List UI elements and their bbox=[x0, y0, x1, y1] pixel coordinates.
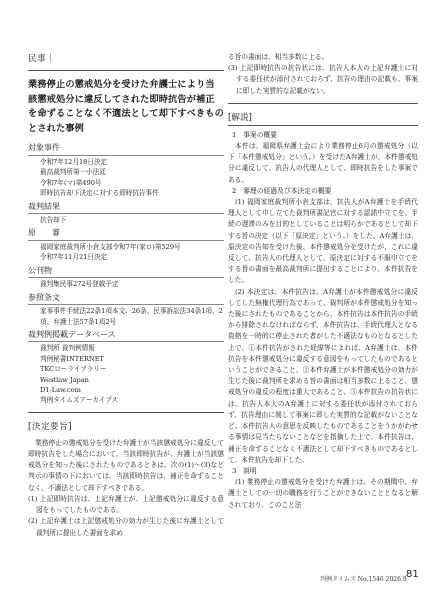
summary-paragraph: 業務停止の懲戒処分を受けた弁護士が当該懲戒処分に違反して即時抗告をした場合において、当該即時抗告が、弁護士が当該懲戒処分を知った後にされたものであるときは、次の(1)～(3)など判示の事情の下においては、当該即時抗告は、補正を命ずることなく、不適法として却下すべきである。 bbox=[28, 438, 224, 492]
meta-value: 判例タイムズアーカイブス bbox=[40, 396, 119, 405]
page-number: 81 bbox=[406, 569, 419, 580]
meta-value: 令和7年(マ)第490号 bbox=[40, 178, 102, 187]
section-label: 民事｜ bbox=[28, 54, 56, 64]
meta-group bbox=[28, 265, 224, 290]
meta-label: 公刊物 bbox=[28, 265, 224, 279]
meta-value: D1-Law.com bbox=[40, 386, 81, 395]
commentary-paragraph: (1) 福岡家庭裁判所小倉支部は、抗告人がA弁護士を手続代理人として申し立てた裁判所書記官に対する認諾中立てを、手続の遅滞のみを目的としていることは明らかであるとして却下する旨の決定（以下「原決定」という。）をした。A弁護士は、原決定の告知を受けた後、本件懲戒処分を受けたが、これに違反して、抗告人の代理人として、原決定に対する不服申立てをする旨の書面を最高裁判所に提出することにより、本件抗告をした。 bbox=[228, 198, 418, 285]
meta-label: 原 審 bbox=[28, 227, 224, 241]
commentary-paragraph: (1) 業務停止の懲戒処分を受けた弁護士は、その期間中、弁護士としての一切の職務を行うことができないこととなると解されており、このこと法 bbox=[228, 478, 418, 509]
subheading: 2 審理の経過及び本決定の概要 bbox=[232, 186, 332, 195]
subheading: 1 事案の概要 bbox=[232, 130, 278, 139]
meta-value: 最高裁判所第一小法廷 bbox=[40, 168, 106, 177]
commentary-paragraph: (2) 本決定は、本件抗告は、A弁護士が本件懲戒処分に違反してした無権代理行為であって、裁判所が本件懲戒処分を知った後にされたものであることから、本件抗告は本件抗告の手続から排除されなければならず、本件抗告は、手続代理人となる資格を一時的に停止された者がした不適法なものとなるとした上で、①本件抗告がされた経緯等によれば、A弁護士は、本件抗告を本件懲戒処分に違反する意図をもってしたものであるということができること、②本件弁護士が本件懲戒処分の効力が生じた後に裁判所を求める旨の書面は相当多数に上ること、懲戒処分の違反の程度は重大であること、③本件抗告の抗告状には、抗告人本人のA弁護士に対する委任状が添付されておらず、抗告理由に関して事案に即した実質的な記載がないことなど、本件抗告人の意思を反映したものであることをうかがわせる事情は見当たらないことなどを指摘した上で、本件抗告は、補正を命ずることなく不適法として却下すべきものであるとして、本件抗告を却下した。 bbox=[228, 287, 418, 464]
summary-item: (3) 上記即時抗告の抗告状には、抗告人本人の上記弁護士に対する委任状が添付されておらず、抗告の理由の記載も、事案に即した実質的な記載がない。 bbox=[228, 64, 418, 95]
meta-value: Westlaw Japan bbox=[40, 375, 89, 384]
meta-label: 裁判結果 bbox=[28, 201, 224, 215]
commentary-paragraph: 本件は、福岡県弁護士会により業務停止6月の懲戒処分（以下「本件懲戒処分」という。）を受けたA弁護士が、本件懲戒処分に違反して、抗告人の代理人として、即時抗告をした事案である。 bbox=[228, 142, 418, 184]
meta-value: TKCローライブラリー bbox=[40, 365, 107, 374]
summary-item: (2) 上記弁護士は上記懲戒処分の効力が生じた後に弁護士として裁判所に提出した書面を求め bbox=[28, 517, 224, 537]
journal-footer: 判例タイムズ No.1546 2026.9 bbox=[320, 576, 407, 583]
continued-text: る旨の書面は、相当多数に上る。 bbox=[228, 53, 329, 61]
left-column bbox=[28, 52, 224, 539]
meta-group bbox=[28, 201, 224, 226]
kaisetsu-heading: [解説] bbox=[228, 111, 418, 126]
meta-value: 家事事件手続法22条1項本文、26条、民事訴訟法34条1項、2項、弁護士法57条1項2号 bbox=[40, 307, 223, 326]
meta-group bbox=[28, 329, 224, 406]
meta-value: 裁判集民事272号登載予定 bbox=[40, 280, 119, 289]
meta-value: 令和7年11月21日決定 bbox=[40, 253, 108, 262]
case-meta bbox=[28, 142, 224, 406]
meta-label: 裁判例掲載データベース bbox=[28, 329, 224, 343]
summary-item: (1) 上記即時抗告は、上記弁護士が、上記懲戒処分に違反する意図をもってしたものである。 bbox=[28, 494, 224, 515]
section-rule bbox=[28, 70, 224, 71]
meta-label: 参照条文 bbox=[28, 292, 224, 306]
summary-rule bbox=[28, 412, 224, 413]
meta-value: 令和7年12月18日決定 bbox=[40, 157, 108, 166]
summary-heading: [決定要旨] bbox=[28, 421, 73, 432]
meta-group bbox=[28, 142, 224, 198]
case-title: 業務停止の懲戒処分を受けた弁護士により当該懲戒処分に違反してされた即時抗告が補正を命ずることなく不適法として却下すべきものとされた事例 bbox=[28, 79, 224, 134]
right-column bbox=[228, 52, 418, 511]
meta-value: 抗告却下 bbox=[40, 216, 67, 224]
kaisetsu-rule bbox=[228, 103, 418, 104]
meta-label: 対象事件 bbox=[28, 142, 224, 156]
meta-value: 裁判所 裁判例情報 bbox=[40, 344, 95, 353]
meta-value: 判例秘書INTERNET bbox=[40, 354, 104, 363]
meta-value: 福岡家庭裁判所小倉支部令和7年(家ロ)第529号 bbox=[40, 242, 181, 251]
meta-value: 即時抗告却下決定に対する即時抗告事件 bbox=[40, 189, 159, 198]
meta-group bbox=[28, 292, 224, 327]
meta-group bbox=[28, 227, 224, 262]
subheading: 3 説明 bbox=[232, 466, 257, 475]
